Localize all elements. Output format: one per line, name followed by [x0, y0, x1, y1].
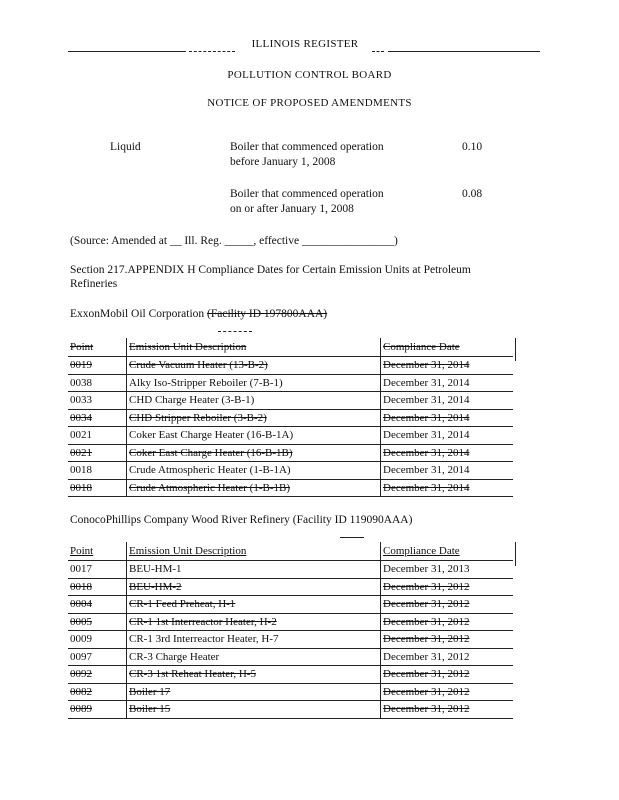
- fuel-row-2-value: 0.08: [462, 188, 483, 200]
- conoco-row-2-date: December 31, 2012: [381, 578, 514, 596]
- exxon-row-4-point: 0034: [68, 409, 127, 427]
- register-title: ILLINOIS REGISTER: [251, 38, 359, 50]
- conoco-row-4-point: 0005: [68, 613, 127, 631]
- exxon-row-1-date: December 31, 2014: [381, 357, 514, 375]
- exxon-table: [68, 338, 513, 497]
- conoco-row-8-unit: Boiler 17: [127, 683, 381, 701]
- conoco-row-7-unit: CR-3 1st Reheat Heater, H-5: [127, 666, 381, 684]
- conoco-row-6-unit: CR-3 Charge Heater: [127, 648, 381, 666]
- table-row: [68, 613, 513, 631]
- exxon-header-point: Point: [68, 338, 127, 357]
- conoco-row-2-point: 0018: [68, 578, 127, 596]
- conoco-row-7-date: December 31, 2012: [381, 666, 514, 684]
- exxon-row-5-point: 0021: [68, 427, 127, 445]
- header-rule-left-dashed: [189, 51, 235, 52]
- exxon-row-6-point: 0021: [68, 444, 127, 462]
- exxon-row-3-point: 0033: [68, 392, 127, 410]
- conoco-header-right-edge: [515, 542, 516, 566]
- exxon-row-4-unit: CHD Stripper Reboiler (3-B-2): [127, 409, 381, 427]
- exxon-row-2-unit: Alky Iso-Stripper Reboiler (7-B-1): [127, 374, 381, 392]
- conoco-row-1-date: December 31, 2013: [381, 561, 514, 579]
- exxon-row-8-point: 0018: [68, 479, 127, 497]
- conoco-table-header: [68, 542, 513, 561]
- fuel-type: Liquid: [110, 141, 141, 153]
- conoco-row-3-point: 0004: [68, 596, 127, 614]
- table-row: [68, 462, 513, 480]
- fuel-row-1-desc-line2: before January 1, 2008: [230, 156, 336, 168]
- conoco-header-point: Point: [68, 542, 127, 561]
- notice-title: NOTICE OF PROPOSED AMENDMENTS: [207, 97, 412, 109]
- header-rule-right: [388, 51, 540, 52]
- table-row: [68, 683, 513, 701]
- conoco-row-9-point: 0089: [68, 701, 127, 719]
- table-row: [68, 701, 513, 719]
- table-row: [68, 427, 513, 445]
- fuel-row-1-value: 0.10: [462, 141, 483, 153]
- exxon-row-1-unit: Crude Vacuum Heater (13-B-2): [127, 357, 381, 375]
- exxon-row-5-unit: Coker East Charge Heater (16-B-1A): [127, 427, 381, 445]
- exxon-title-mark: [218, 331, 252, 332]
- exxon-row-4-date: December 31, 2014: [381, 409, 514, 427]
- conoco-row-5-date: December 31, 2012: [381, 631, 514, 649]
- conoco-row-5-unit: CR-1 3rd Interreactor Heater, H-7: [127, 631, 381, 649]
- exxon-row-3-unit: CHD Charge Heater (3-B-1): [127, 392, 381, 410]
- conoco-row-2-unit: BEU-HM-2: [127, 578, 381, 596]
- conoco-row-8-date: December 31, 2012: [381, 683, 514, 701]
- table-row: [68, 631, 513, 649]
- conoco-row-9-unit: Boiler 15: [127, 701, 381, 719]
- table-row: [68, 409, 513, 427]
- table-row: [68, 357, 513, 375]
- table-row: [68, 648, 513, 666]
- exxon-header-right-edge: [515, 338, 516, 361]
- exxon-header-unit: Emission Unit Description: [127, 338, 381, 357]
- exxon-row-7-unit: Crude Atmospheric Heater (1-B-1A): [127, 462, 381, 480]
- conoco-row-4-date: December 31, 2012: [381, 613, 514, 631]
- table-row: [68, 444, 513, 462]
- exxon-row-2-date: December 31, 2014: [381, 374, 514, 392]
- table-row: [68, 578, 513, 596]
- conoco-row-6-point: 0097: [68, 648, 127, 666]
- fuel-row-1-desc-line1: Boiler that commenced operation: [230, 141, 384, 153]
- exxon-title: ExxonMobil Oil Corporation (Facility ID 197800AAA): [70, 308, 328, 320]
- conoco-row-8-point: 0082: [68, 683, 127, 701]
- conoco-row-7-point: 0092: [68, 666, 127, 684]
- table-row: [68, 479, 513, 497]
- exxon-row-8-unit: Crude Atmospheric Heater (1-B-1B): [127, 479, 381, 497]
- exxon-row-3-date: December 31, 2014: [381, 392, 514, 410]
- conoco-row-6-date: December 31, 2012: [381, 648, 514, 666]
- exxon-row-6-date: December 31, 2014: [381, 444, 514, 462]
- exxon-row-5-date: December 31, 2014: [381, 427, 514, 445]
- section-heading-line1: Section 217.APPENDIX H Compliance Dates for Certain Emission Units at Petroleum: [70, 264, 471, 276]
- conoco-row-1-unit: BEU-HM-1: [127, 561, 381, 579]
- conoco-title-mark: [340, 537, 364, 538]
- exxon-table-header: [68, 338, 513, 357]
- exxon-row-1-point: 0019: [68, 357, 127, 375]
- exxon-row-6-unit: Coker East Charge Heater (16-B-1B): [127, 444, 381, 462]
- conoco-row-1-point: 0017: [68, 561, 127, 579]
- conoco-row-5-point: 0009: [68, 631, 127, 649]
- conoco-row-3-date: December 31, 2012: [381, 596, 514, 614]
- conoco-title: ConocoPhillips Company Wood River Refinery (Facility ID 119090AAA): [70, 514, 413, 526]
- fuel-row-2-desc-line1: Boiler that commenced operation: [230, 188, 384, 200]
- conoco-row-4-unit: CR-1 1st Interreactor Heater, H-2: [127, 613, 381, 631]
- conoco-header-unit: Emission Unit Description: [127, 542, 381, 561]
- header-rule-left: [68, 51, 186, 52]
- source-note: (Source: Amended at __ Ill. Reg. _____, effective ________________): [70, 235, 398, 247]
- section-heading-line2: Refineries: [70, 278, 118, 290]
- header-rule-right-dashed: [372, 51, 384, 52]
- exxon-row-2-point: 0038: [68, 374, 127, 392]
- exxon-header-date: Compliance Date: [381, 338, 514, 357]
- table-row: [68, 596, 513, 614]
- exxon-row-8-date: December 31, 2014: [381, 479, 514, 497]
- table-row: [68, 392, 513, 410]
- table-row: [68, 561, 513, 579]
- table-row: [68, 374, 513, 392]
- conoco-table: [68, 542, 513, 719]
- board-title: POLLUTION CONTROL BOARD: [227, 69, 392, 81]
- exxon-row-7-date: December 31, 2014: [381, 462, 514, 480]
- conoco-header-date: Compliance Date: [381, 542, 514, 561]
- table-row: [68, 666, 513, 684]
- fuel-row-2-desc-line2: on or after January 1, 2008: [230, 203, 354, 215]
- conoco-row-3-unit: CR-1 Feed Preheat, H-1: [127, 596, 381, 614]
- conoco-row-9-date: December 31, 2012: [381, 701, 514, 719]
- exxon-row-7-point: 0018: [68, 462, 127, 480]
